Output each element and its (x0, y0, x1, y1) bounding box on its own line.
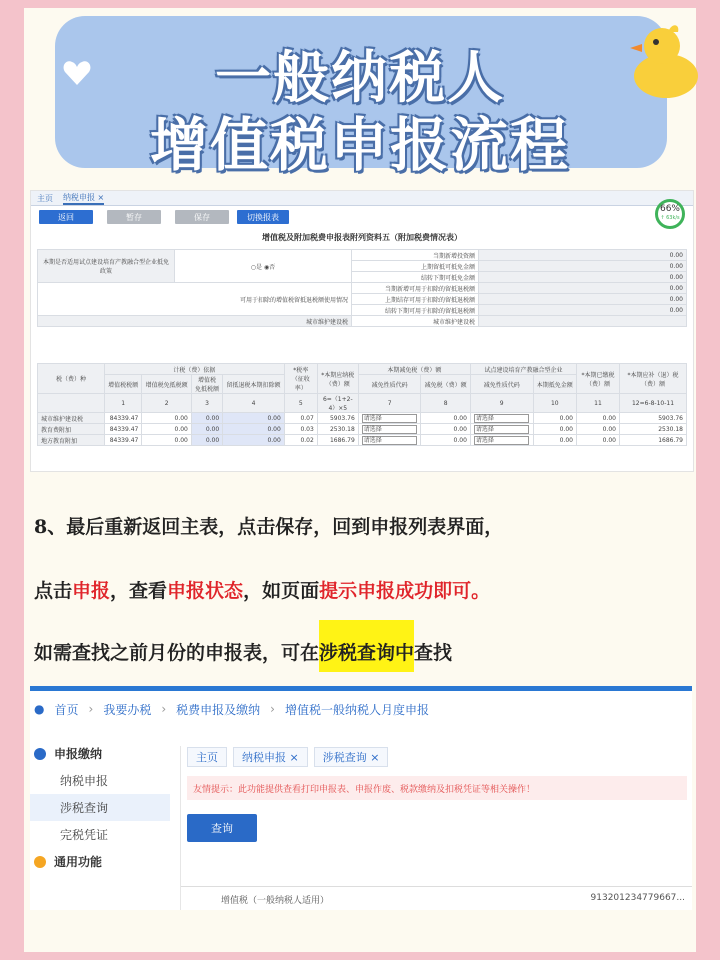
cell: 2530.18 (317, 424, 358, 435)
result-row[interactable] (181, 886, 692, 906)
row-label: 城市维护建设税 (352, 316, 479, 327)
highlight-tax-query: 涉税查询中 (319, 620, 414, 672)
select-value[interactable]: 请选择 (362, 436, 417, 445)
number-cell: 8 (421, 394, 471, 413)
subcol: 减免税（费）额 (421, 375, 471, 394)
col-tax-type: 税（费）种 (38, 364, 105, 394)
title-line-2: 增值税申报流程 (149, 111, 570, 179)
breadcrumb-item[interactable]: 税费申报及缴纳 (176, 702, 261, 717)
cell[interactable]: 0.00 (223, 413, 285, 424)
tab-home[interactable]: 主页 (187, 747, 227, 767)
header-row (38, 364, 687, 375)
top-tabs (31, 191, 693, 206)
number-cell (38, 394, 105, 413)
cell[interactable]: 0.00 (223, 435, 285, 446)
row-value (479, 316, 687, 327)
tax-name[interactable]: 地方教育附加 (38, 435, 105, 446)
row-value: 0.00 (479, 250, 687, 261)
toolbar (31, 206, 693, 228)
subcol: 减免性质代码 (358, 375, 421, 394)
row-label: 城市维护建设税 (38, 316, 352, 327)
text: ，如页面 (243, 580, 320, 602)
table-row (38, 435, 687, 446)
speed-rate: ↑ 63k/s (660, 215, 680, 221)
row-label: 上期留抵可抵免金额 (352, 261, 479, 272)
col-payable: *本期应纳税（费）额 (317, 364, 358, 394)
cell: 1686.79 (317, 435, 358, 446)
tax-query-screenshot (30, 686, 692, 910)
declaration-form-screenshot (30, 190, 694, 472)
col-paid: *本期已缴税（费）额 (577, 364, 620, 394)
cell[interactable]: 0.00 (191, 435, 222, 446)
text: 如需查找之前月份的申报表，可在 (34, 642, 320, 664)
cell: 84339.47 (105, 413, 142, 424)
row-value: 0.00 (479, 305, 687, 316)
reduce-code-select[interactable] (358, 413, 421, 424)
tax-name[interactable]: 城市维护建设税 (38, 413, 105, 424)
sidebar (30, 740, 170, 910)
sidebar-label: 通用功能 (54, 855, 103, 869)
select-value[interactable]: 请选择 (362, 425, 417, 434)
title-line-1: 一般纳税人 (215, 46, 505, 111)
speed-indicator (655, 199, 685, 229)
col-refund: *本期应补（退）税（费）额 (620, 364, 687, 394)
cell: 0.00 (421, 413, 471, 424)
pilot-code-select[interactable] (470, 435, 533, 446)
number-cell: 6=（1+2-4）×5 (317, 394, 358, 413)
text: ，查看 (110, 580, 168, 602)
result-id: 913201234779667... (590, 893, 685, 903)
select-value[interactable]: 请选择 (362, 414, 417, 423)
number-row (38, 394, 687, 413)
col-basis: 计税（费）依据 (105, 364, 285, 375)
table-row (38, 283, 687, 294)
subcol: 增值税免抵税额 (142, 375, 192, 394)
number-cell: 9 (470, 394, 533, 413)
row-value: 0.00 (479, 261, 687, 272)
table-row (38, 413, 687, 424)
policy-label: 本期是否适用试点建设培育产教融合型企业抵免政策 (38, 250, 175, 283)
instruction-line-1: 8、最后重新返回主表，点击保存，回到申报列表界面， (34, 516, 504, 538)
cell: 0.02 (284, 435, 317, 446)
cell: 2530.18 (620, 424, 687, 435)
table-row (38, 250, 687, 261)
number-cell: 10 (533, 394, 576, 413)
row-label: 上期结存可用于扣除的留抵退税额 (352, 294, 479, 305)
result-name: 增值税（一般纳税人适用） (221, 896, 330, 906)
cell[interactable]: 0.00 (191, 424, 222, 435)
row-value: 0.00 (479, 294, 687, 305)
select-value[interactable]: 请选择 (474, 436, 529, 445)
number-cell: 11 (577, 394, 620, 413)
breadcrumb-item[interactable]: 我要办税 (103, 702, 152, 717)
back-button[interactable]: 返回 (39, 210, 93, 224)
cell: 0.00 (577, 435, 620, 446)
reduce-code-select[interactable] (358, 435, 421, 446)
breadcrumb: ● 首页 › 我要办税 › 税费申报及缴纳 › 增值税一般纳税人月度申报 (34, 702, 429, 717)
row-label: 结转下期可用于扣除的留抵退税额 (352, 305, 479, 316)
instruction-line-3 (34, 638, 694, 665)
main-panel (180, 746, 692, 910)
table-row (38, 424, 687, 435)
tab-tax-declaration[interactable]: 纳税申报 × (63, 192, 104, 205)
cell: 1686.79 (620, 435, 687, 446)
subcol: 增值税 免抵税额 (191, 375, 222, 394)
cell: 0.00 (577, 413, 620, 424)
refund-usage-label: 可用于扣除的增值税留抵退税额使用情况 (38, 283, 352, 316)
pilot-code-select[interactable] (470, 413, 533, 424)
highlight-status: 申报状态 (167, 580, 244, 602)
sidebar-item-tax-certificate[interactable]: 完税凭证 (60, 828, 109, 842)
switch-report-button[interactable]: 切换报表 (237, 210, 289, 224)
cell: 0.00 (533, 435, 576, 446)
text: 点击 (34, 580, 73, 602)
number-cell: 5 (284, 394, 317, 413)
text: 查找 (414, 642, 453, 664)
cell: 84339.47 (105, 435, 142, 446)
cell: 0.00 (533, 424, 576, 435)
sidebar-item-declare[interactable]: 纳税申报 (60, 774, 109, 788)
query-button[interactable]: 查询 (187, 814, 257, 842)
reduce-code-select[interactable] (358, 424, 421, 435)
cell: 0.00 (533, 413, 576, 424)
sidebar-label: 申报缴纳 (54, 747, 103, 761)
tax-detail-table (37, 363, 687, 446)
number-cell: 2 (142, 394, 192, 413)
col-pilot: 试点建设培育产教融合型企业 (470, 364, 576, 375)
breadcrumb-item[interactable]: 首页 (54, 702, 79, 717)
cell: 0.03 (284, 424, 317, 435)
highlight-success: 提示申报成功即可。 (319, 580, 491, 602)
policy-radio[interactable]: ○是 ◉否 (175, 250, 352, 283)
row-label: 当期新增可用于扣除的留抵退税额 (352, 283, 479, 294)
number-cell: 1 (105, 394, 142, 413)
cell: 0.07 (284, 413, 317, 424)
cell[interactable]: 0.00 (191, 413, 222, 424)
speed-percent: 66% (659, 204, 680, 214)
save-button[interactable]: 保存 (175, 210, 229, 224)
breadcrumb-item[interactable]: 增值税一般纳税人月度申报 (284, 702, 429, 717)
subcol: 留抵退税本期扣除额 (223, 375, 285, 394)
warning-banner: 友情提示：此功能提供查看打印申报表、申报作废、税款缴纳及扣税凭证等相关操作！ (187, 776, 687, 800)
col-reduce: 本期减免税（费）额 (358, 364, 470, 375)
cell: 0.00 (142, 435, 192, 446)
cell: 5903.76 (620, 413, 687, 424)
cell: 0.00 (142, 424, 192, 435)
tab-tax-declaration[interactable]: 纳税申报 × (233, 747, 308, 767)
tab-home[interactable]: 主页 (37, 193, 53, 203)
sidebar-group-general[interactable] (30, 848, 170, 875)
select-value[interactable]: 请选择 (474, 414, 529, 423)
row-label: 当期新增投资额 (352, 250, 479, 261)
select-value[interactable]: 请选择 (474, 425, 529, 434)
gear-icon (34, 856, 46, 868)
location-icon: ● (34, 702, 45, 716)
cell: 0.00 (142, 413, 192, 424)
row-label: 结转下期可抵免金额 (352, 272, 479, 283)
subcol: 减免性质代码 (470, 375, 533, 394)
temp-save-button[interactable]: 暂存 (107, 210, 161, 224)
cell: 84339.47 (105, 424, 142, 435)
menu-icon (34, 748, 46, 760)
table-row (38, 316, 687, 327)
col-rate: *税率（征收率） (284, 364, 317, 394)
tab-tax-query[interactable]: 涉税查询 × (314, 747, 389, 767)
row-value: 0.00 (479, 272, 687, 283)
highlight-declare: 申报 (72, 580, 111, 602)
cell: 0.00 (421, 424, 471, 435)
main-tabs (181, 746, 692, 768)
cell: 0.00 (577, 424, 620, 435)
tax-name[interactable]: 教育费附加 (38, 424, 105, 435)
number-cell: 4 (223, 394, 285, 413)
row-value: 0.00 (479, 283, 687, 294)
cell: 0.00 (421, 435, 471, 446)
number-cell: 7 (358, 394, 421, 413)
cell[interactable]: 0.00 (223, 424, 285, 435)
form-top-table (37, 249, 687, 327)
instruction-line-2 (34, 576, 694, 603)
form-title: 增值税及附加税费申报表附列资料五（附加税费情况表） (262, 233, 462, 242)
pilot-code-select[interactable] (470, 424, 533, 435)
duck-icon (628, 18, 704, 102)
number-cell: 3 (191, 394, 222, 413)
sidebar-group-declare[interactable] (30, 740, 170, 767)
cell: 5903.76 (317, 413, 358, 424)
sidebar-item-tax-query[interactable]: 涉税查询 (30, 794, 170, 821)
subcol: 增值税税额 (105, 375, 142, 394)
number-cell: 12=6-8-10-11 (620, 394, 687, 413)
subcol: 本期抵免金额 (533, 375, 576, 394)
